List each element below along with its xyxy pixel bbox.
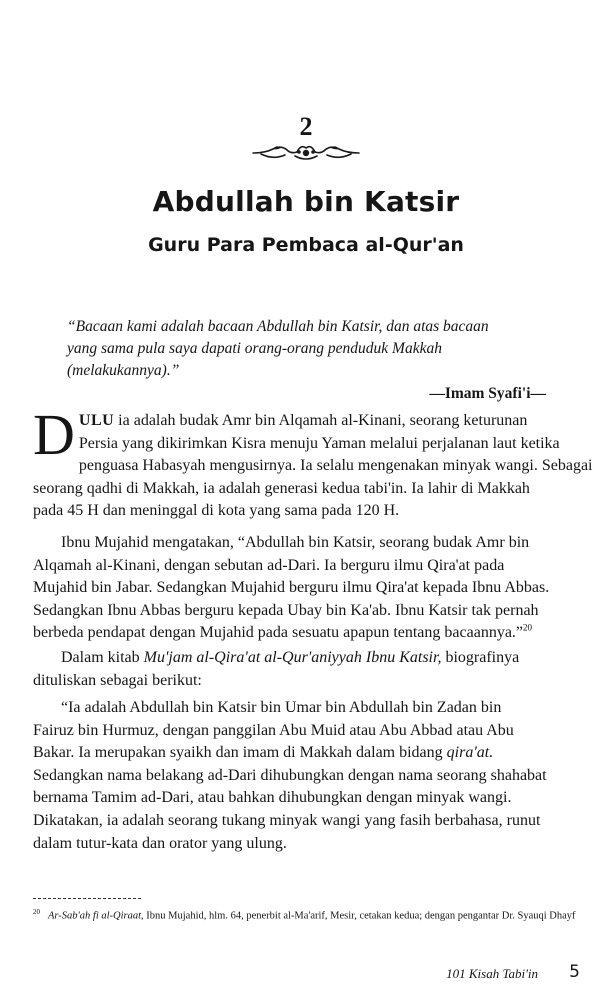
text-line: Ibnu Mujahid mengatakan, “Abdullah bin Katsir, seorang budak Amr bin (61, 534, 530, 551)
paragraph-2 (33, 532, 579, 645)
text-line: Sedangkan nama belakang ad-Dari dihubungkan dengan nama seorang shahabat (33, 766, 547, 784)
chapter-number: 2 (299, 112, 313, 141)
footnote-number: 20 (33, 908, 40, 916)
text-fragment: biografinya (441, 649, 520, 666)
text-line: Mujahid bin Jabar. Sedangkan Mujahid berguru ilmu Qira'at kepada Ibnu Abbas. (33, 579, 550, 597)
epigraph-quote (67, 316, 547, 382)
text-fragment: Dalam kitab (61, 649, 144, 666)
epigraph-line: “Bacaan kami adalah bacaan Abdullah bin Katsir, dan atas bacaan (67, 318, 489, 335)
page-number: 5 (569, 962, 580, 982)
text-line: seorang qadhi di Makkah, ia adalah generasi kedua tabi'in. Ia lahir di Makkah (33, 479, 530, 497)
epigraph-attribution: —Imam Syafi'i— (429, 385, 546, 402)
term-italic: qira'at. (446, 744, 494, 762)
footnote-source-italic: Ar-Sab'ah fi al-Qiraat (48, 910, 142, 922)
epigraph-line: yang sama pula saya dapati orang-orang penduduk Makkah (67, 340, 442, 357)
text-fragment: Bakar. Ia merupakan syaikh dan imam di Makkah dalam bidang (33, 744, 447, 762)
epigraph-line: (melakukannya).” (67, 362, 180, 379)
paragraph-3 (33, 647, 579, 692)
text-line: Sedangkan Ibnu Abbas berguru kepada Ubay bin Ka'ab. Ibnu Katsir tak pernah (33, 601, 539, 619)
running-footer-title: 101 Kisah Tabi'in (446, 966, 538, 981)
text-line: dituliskan sebagai berikut: (33, 671, 202, 689)
text-line: Persia yang dikirimkan Kisra menuju Yaman melalui perjalanan laut ketika (78, 434, 560, 452)
book-title-italic: Mu'jam al-Qira'at al-Qur'aniyyah Ibnu Katsir, (143, 649, 442, 666)
footnote-reference: 20 (523, 623, 533, 634)
text-line: dalam tutur-kata dan orator yang ulung. (33, 834, 287, 852)
text-line: penguasa Habasyah mengusirnya. Ia selalu mengenakan minyak wangi. Sebagai (78, 457, 593, 475)
text-line: Fairuz bin Hurmuz, dengan panggilan Abu Muid atau Abu Abbad atau Abu (33, 721, 514, 739)
text-line: “Ia adalah Abdullah bin Katsir bin Umar bin Abdullah bin Zadan bin (61, 699, 502, 716)
text-line: berbeda pendapat dengan Mujahid pada sesuatu apapun tentang bacaannya.” (33, 624, 524, 642)
text-line: ia adalah budak Amr bin Alqamah al-Kinani, seorang keturunan (114, 412, 528, 429)
text-line: bernama Tamim ad-Dari, atau bahkan dihubungkan dengan minyak wangi. (33, 789, 512, 807)
footnote-divider (33, 898, 141, 899)
footnote-text: , Ibnu Mujahid, hlm. 64, penerbit al-Ma'arif, Mesir, cetakan kedua; dengan pengantar Dr. Syauqi Dhayf (141, 910, 576, 922)
flourish-ornament-icon (251, 140, 361, 164)
drop-cap: D (33, 402, 75, 467)
paragraph-4 (33, 697, 579, 855)
small-caps-lead: ULU (78, 412, 115, 429)
text-line: pada 45 H dan meninggal di kota yang sama pada 120 H. (33, 502, 400, 520)
text-line: Dikatakan, ia adalah seorang tukang minyak wangi yang fasih berbahasa, runut (33, 811, 541, 829)
chapter-title: Abdullah bin Katsir (152, 185, 460, 218)
chapter-subtitle: Guru Para Pembaca al-Qur'an (148, 234, 464, 256)
paragraph-1 (33, 402, 593, 523)
footnote (33, 905, 581, 924)
text-line: Alqamah al-Kinani, dengan sebutan ad-Dari. Ia berguru ilmu Qira'at pada (33, 556, 505, 574)
